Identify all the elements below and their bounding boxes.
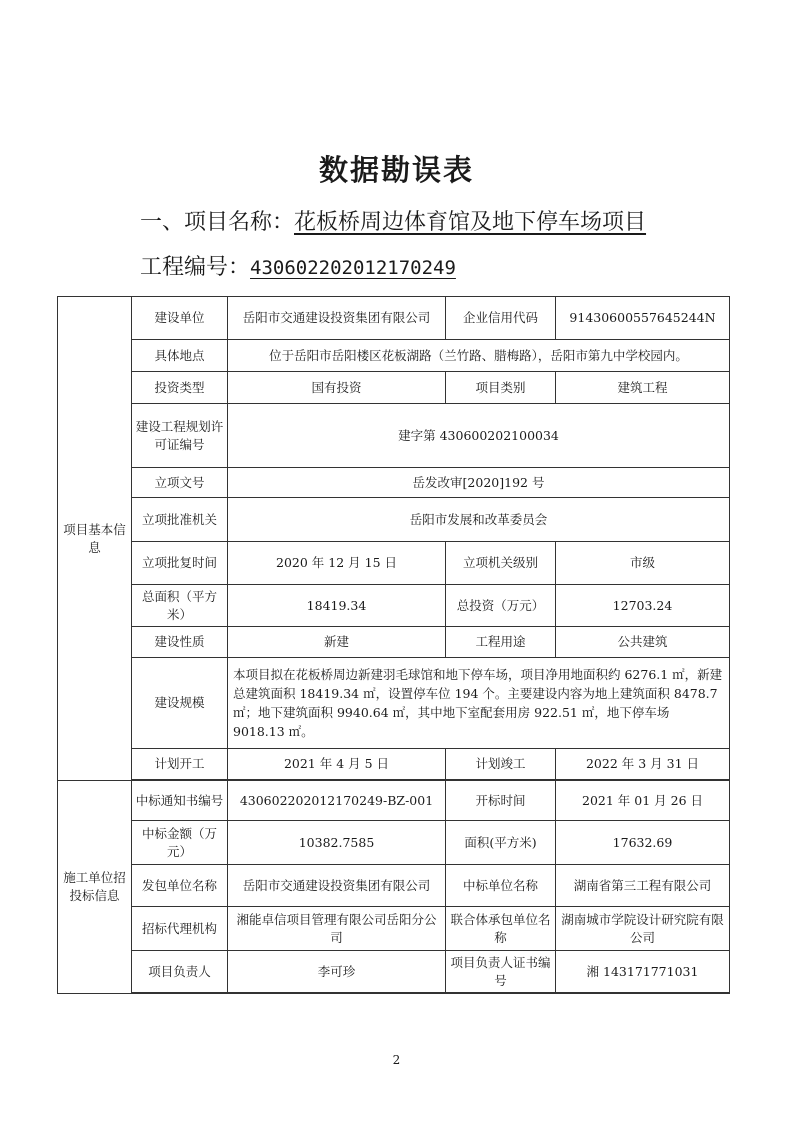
table-row	[58, 297, 730, 340]
cell-value: 本项目拟在花板桥周边新建羽毛球馆和地下停车场，项目净用地面积约 6276.1 ㎡，新建总建筑面积 18419.34 ㎡，设置停车位 194 个。主要建设内容为地上建筑面积 8478.7 ㎡；地下建筑面积 9940.64 ㎡，其中地下室配套用房 922.51 ㎡，地下停车场 9018.13 ㎡。	[228, 658, 730, 749]
cell-value: 10382.7585	[228, 821, 446, 865]
cell-value: 位于岳阳市岳阳楼区花板湖路（兰竹路、腊梅路），岳阳市第九中学校园内。	[228, 340, 730, 372]
table-row	[58, 542, 730, 585]
cell-label: 建设性质	[132, 627, 228, 658]
cell-value: 430602202012170249-BZ-001	[228, 781, 446, 821]
cell-value: 湘 143171771031	[556, 951, 730, 993]
cell-label: 总面积（平方米）	[132, 585, 228, 627]
cell-value: 12703.24	[556, 585, 730, 627]
project-name-line	[140, 205, 646, 236]
info-table	[57, 296, 730, 994]
cell-value: 李可珍	[228, 951, 446, 993]
cell-label: 立项文号	[132, 468, 228, 498]
table-row	[58, 340, 730, 372]
cell-label: 项目类别	[446, 372, 556, 404]
cell-label: 中标通知书编号	[132, 781, 228, 821]
cell-value: 17632.69	[556, 821, 730, 865]
section-basic-info: 项目基本信息	[58, 297, 132, 781]
cell-label: 企业信用代码	[446, 297, 556, 340]
cell-value: 岳阳市交通建设投资集团有限公司	[228, 865, 446, 907]
table-row	[58, 821, 730, 865]
cell-value: 2021 年 4 月 5 日	[228, 749, 446, 780]
cell-value: 建筑工程	[556, 372, 730, 404]
cell-label: 招标代理机构	[132, 907, 228, 951]
cell-label: 立项批复时间	[132, 542, 228, 585]
section-bidding-info: 施工单位招投标信息	[58, 781, 132, 994]
cell-label: 中标单位名称	[446, 865, 556, 907]
cell-label: 立项批准机关	[132, 498, 228, 542]
cell-label: 发包单位名称	[132, 865, 228, 907]
page-title: 数据勘误表	[318, 153, 474, 187]
table-row	[58, 865, 730, 907]
cell-label: 开标时间	[446, 781, 556, 821]
cell-label: 立项机关级别	[446, 542, 556, 585]
table-row	[58, 658, 730, 749]
table-row	[58, 627, 730, 658]
cell-value: 湘能卓信项目管理有限公司岳阳分公司	[228, 907, 446, 951]
cell-label: 投资类型	[132, 372, 228, 404]
cell-label: 具体地点	[132, 340, 228, 372]
project-code-label: 工程编号：	[140, 255, 251, 280]
cell-label: 中标金额（万元）	[132, 821, 228, 865]
table-row	[58, 993, 730, 994]
cell-label: 工程用途	[446, 627, 556, 658]
cell-value: 国有投资	[228, 372, 446, 404]
table-row	[58, 372, 730, 404]
cell-label: 建设工程规划许可证编号	[132, 404, 228, 468]
cell-value: 岳阳市交通建设投资集团有限公司	[228, 297, 446, 340]
project-name-value: 花板桥周边体育馆及地下停车场项目	[294, 210, 647, 235]
cell-label: 建设规模	[132, 658, 228, 749]
cell-value: 公共建筑	[556, 627, 730, 658]
cell-value: 2020 年 12 月 15 日	[228, 542, 446, 585]
table-row	[58, 781, 730, 821]
cell-label: 计划竣工	[446, 749, 556, 780]
table-row	[58, 951, 730, 993]
table-row	[58, 468, 730, 498]
cell-label: 项目负责人	[132, 951, 228, 993]
project-name-label: 一、项目名称：	[140, 210, 295, 235]
cell-value: 2021 年 01 月 26 日	[556, 781, 730, 821]
cell-value: 2022 年 3 月 31 日	[556, 749, 730, 780]
cell-label: 项目负责人证书编号	[446, 951, 556, 993]
cell-label: 面积(平方米)	[446, 821, 556, 865]
cell-label: 联合体承包单位名称	[446, 907, 556, 951]
cell-value: 岳发改审[2020]192 号	[228, 468, 730, 498]
table-row	[58, 907, 730, 951]
table-row	[58, 585, 730, 627]
table-row	[58, 749, 730, 780]
cell-value: 91430600557645244N	[556, 297, 730, 340]
cell-value: 新建	[228, 627, 446, 658]
project-code-value: 430602202012170249	[250, 257, 456, 279]
cell-label: 计划开工	[132, 749, 228, 780]
page-number: 2	[392, 1053, 401, 1067]
spacer-cell	[132, 993, 730, 994]
cell-value: 岳阳市发展和改革委员会	[228, 498, 730, 542]
cell-label: 建设单位	[132, 297, 228, 340]
cell-value: 建字第 430600202100034	[228, 404, 730, 468]
table-row	[58, 404, 730, 468]
cell-value: 18419.34	[228, 585, 446, 627]
cell-value: 湖南城市学院设计研究院有限公司	[556, 907, 730, 951]
project-code-line	[140, 250, 456, 281]
cell-label: 总投资（万元）	[446, 585, 556, 627]
table-row	[58, 498, 730, 542]
cell-value: 湖南省第三工程有限公司	[556, 865, 730, 907]
cell-value: 市级	[556, 542, 730, 585]
